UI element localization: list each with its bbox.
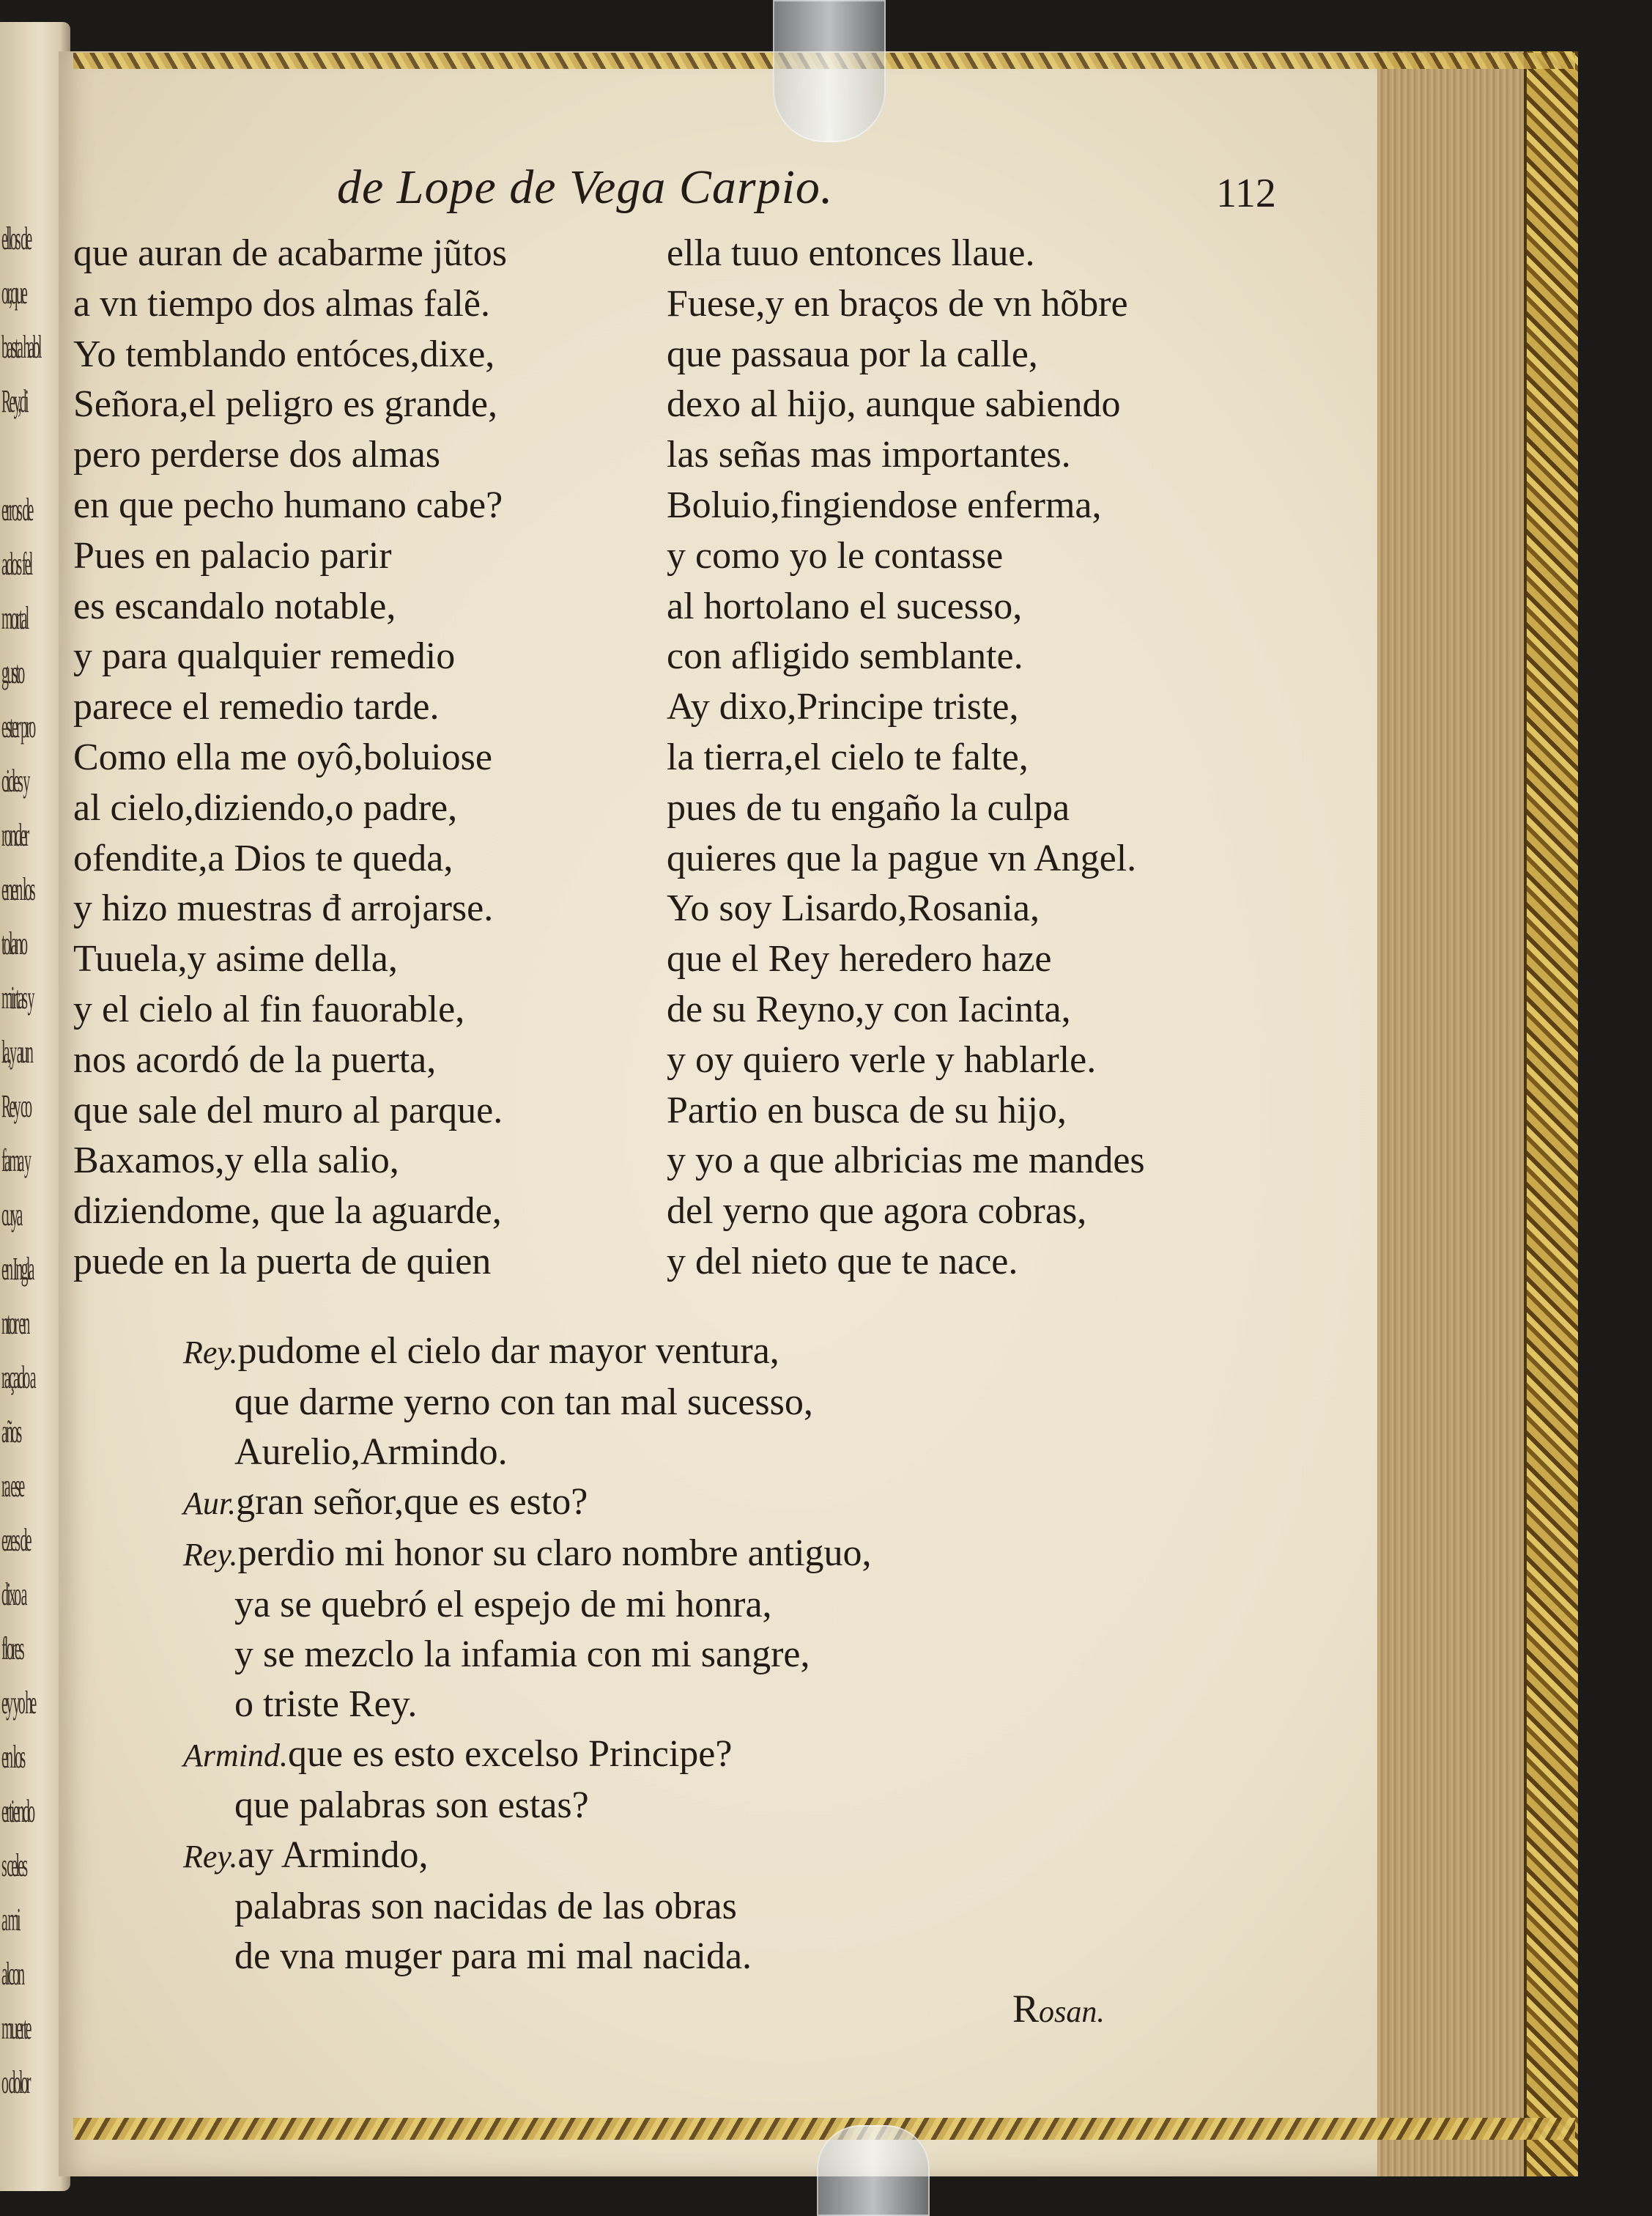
speaker-label: Armind. [183,1737,288,1773]
verse-line: que sale del muro al parque. [73,1089,503,1131]
margin-fragment: en los [1,1739,24,1775]
margin-fragment: ellos de [1,221,31,256]
running-title: de Lope de Vega Carpio. [337,160,834,214]
margin-fragment: tolano [1,926,26,961]
top-page-clip [773,0,886,142]
margin-fragment: ronder [1,817,28,853]
speech [183,1529,872,1729]
verse-line: del yerno que agora cobras, [667,1190,1087,1233]
verse-line: es escandalo notable, [73,585,396,627]
speaker-label: Rey. [183,1537,238,1573]
speech [183,1729,872,1831]
margin-fragment: cuya [1,1197,21,1233]
speech-line: palabras son nacidas de las obras [234,1886,737,1927]
verse-line: Como ella me oyô,boluiose [73,736,492,778]
speech-line: y se mezclo la infamia con mi sangre, [234,1633,810,1675]
verse-line: nos acordó de la puerta, [73,1038,437,1081]
text-column-left [73,229,507,1288]
verse-line: ella tuuo entonces llaue. [667,232,1035,274]
margin-fragment: ados fel [1,546,32,582]
verse-line: que passaua por la calle, [667,333,1038,375]
speech-first-line [183,1729,872,1781]
page-fore-edge [1377,51,1524,2176]
speech-line: ya se quebró el espejo de mi honra, [234,1584,772,1625]
verse-line: y oy quiero verle y hablarle. [667,1038,1097,1081]
verse-line: diziendome, que la aguarde, [73,1190,502,1233]
dialogue-block [183,1326,872,1982]
verse-line: Pues en palacio parir [73,534,392,577]
margin-fragment: fama y [1,1142,30,1178]
verse-line: que el Rey heredero haze [667,938,1052,980]
margin-fragment: ntor en [1,1305,29,1341]
speech-first-line [183,1477,872,1529]
speech-text: gran señor,que es esto? [236,1481,588,1523]
gilt-bottom-edge [73,2118,1575,2140]
verse-line: pero perderse dos almas [73,434,441,476]
margin-fragment: dixo a [1,1576,26,1612]
margin-fragment: s celes [1,1847,26,1883]
margin-fragment: ester pro [1,709,34,745]
margin-fragment: mirtas y [1,980,33,1016]
speech-text: perdio mi honor su claro nombre antiguo, [237,1532,872,1574]
margin-fragment: o dolor [1,2064,29,2100]
margin-fragment: erros de [1,492,32,528]
speech-text: que es esto excelso Principe? [288,1733,733,1775]
margin-fragment: cides y [1,763,29,799]
bottom-page-clip [817,2125,930,2216]
page-number: 112 [1216,171,1276,216]
margin-fragment: raçado a [1,1359,34,1395]
margin-fragment: or,que [1,275,26,311]
verse-line: Fuese,y en braços de vn hõbre [667,282,1128,325]
margin-fragment: muerte [1,2010,30,2046]
verse-line: dexo al hijo, aunque sabiendo [667,383,1121,426]
speech [183,1326,872,1477]
verse-line: Partio en busca de su hijo, [667,1089,1067,1131]
margin-fragment: flores [1,1630,23,1666]
verse-line: y el cielo al fin fauorable, [73,988,465,1030]
catchword-initial: R [1012,1987,1040,2031]
verse-line: Baxamos,y ella salio, [73,1140,399,1182]
margin-fragment: ey yo he [1,1685,35,1721]
speech-line: de vna muger para mi mal nacida. [234,1935,752,1977]
margin-fragment: años [1,1414,21,1449]
margin-fragment: Rey,di [1,383,27,419]
speech-text: pudome el cielo dar mayor ventura, [237,1330,779,1372]
speech-line: o triste Rey. [234,1683,418,1725]
verse-line: y yo a que albricias me mandes [667,1140,1145,1182]
verse-line: y hizo muestras đ arrojarse. [73,887,494,930]
verse-line: de su Reyno,y con Iacinta, [667,988,1071,1030]
verse-line: pues de tu engaño la culpa [667,786,1070,829]
verse-line: al hortolano el sucesso, [667,585,1023,627]
speech-line: que darme yerno con tan mal sucesso, [234,1381,813,1423]
verse-line: parece el remedio tarde. [73,686,440,728]
margin-fragment: ertiendo [1,1793,34,1829]
verse-line: Yo soy Lisardo,Rosania, [667,887,1040,930]
speaker-label: Rey. [183,1839,238,1875]
margin-fragment: ezes de [1,1522,30,1558]
speech-line: Aurelio,Armindo. [234,1431,508,1473]
verse-line: las señas mas importantes. [667,434,1071,476]
verse-line: la tierra,el cielo te falte, [667,736,1029,778]
margin-fragment: ra ese [1,1468,23,1504]
verse-line: Yo temblando entóces,dixe, [73,333,495,375]
verse-line: y del nieto que te nace. [667,1240,1018,1282]
margin-fragment: enen los [1,871,34,907]
verse-line: puede en la puerta de quien [73,1240,492,1282]
verse-line: con afligido semblante. [667,635,1023,678]
speaker-label: Rey. [183,1334,238,1370]
margin-fragment: alcon [1,1956,23,1992]
verse-line: Boluio,fingiendose enferma, [667,484,1102,526]
speech-first-line [183,1529,872,1580]
speech-line: que palabras son estas? [234,1784,589,1826]
margin-fragment: gusto [1,654,23,690]
speech [183,1477,872,1529]
margin-fragment: basta habl [1,329,40,365]
text-column-right [667,229,1145,1288]
verse-line: que auran de acabarme jũtos [73,232,507,274]
verse-line: Tuuela,y asime della, [73,938,398,980]
verse-line: Señora,el peligro es grande, [73,383,498,426]
verse-line: ofendite,a Dios te queda, [73,837,453,879]
verse-line: en que pecho humano cabe? [73,484,503,526]
verse-line: Ay dixo,Principe triste, [667,686,1019,728]
verse-line: a vn tiempo dos almas falẽ. [73,282,490,325]
margin-fragment: mortal [1,600,28,636]
catchword-rest: osan. [1039,1995,1105,2029]
verse-line: y como yo le contasse [667,534,1004,577]
gilt-binding-edge [1524,51,1578,2176]
verse-line: al cielo,diziendo,o padre, [73,786,458,829]
margin-fragment: en Ingla [1,1251,33,1287]
speech-first-line [183,1831,872,1882]
speech-first-line [183,1326,872,1378]
catchword [1012,1986,1105,2031]
verse-line: y para qualquier remedio [73,635,456,678]
margin-fragment: Rey co [1,1088,31,1124]
margin-fragment: la,y aun [1,1034,32,1070]
speech [183,1831,872,1982]
speech-text: ay Armindo, [237,1834,429,1876]
margin-fragment: a mi [1,1902,19,1938]
speaker-label: Aur. [183,1485,237,1521]
verse-line: quieres que la pague vn Angel. [667,837,1137,879]
